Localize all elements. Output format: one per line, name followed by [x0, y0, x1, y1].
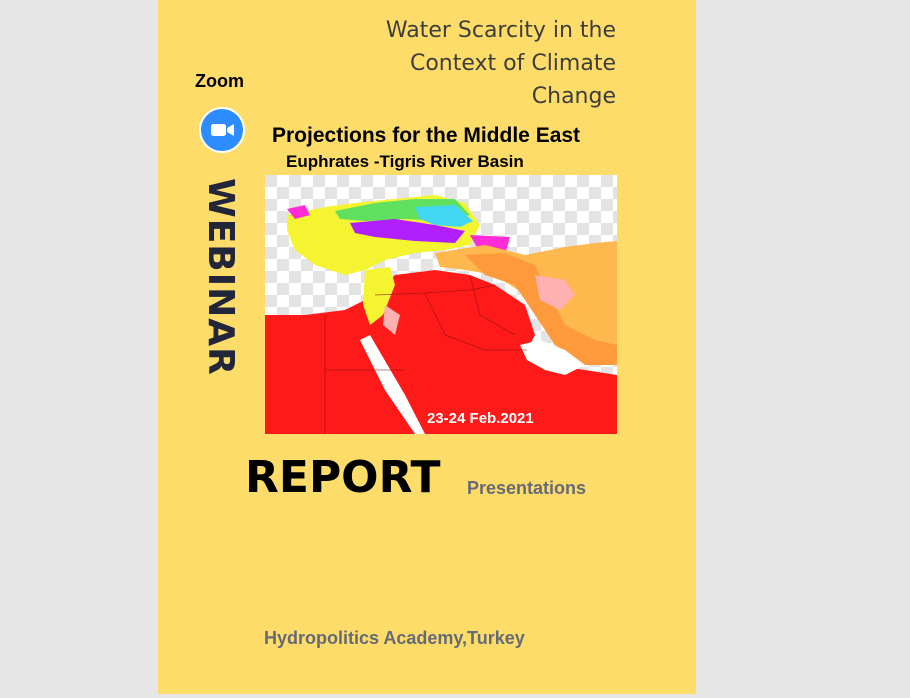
map-title: Projections for the Middle East	[272, 124, 581, 147]
video-camera-icon	[201, 109, 243, 151]
webinar-vertical-label	[200, 178, 243, 428]
title-line-1: Water Scarcity in the	[385, 18, 616, 43]
zoom-logo	[199, 107, 245, 153]
map-subtitle: Euphrates -Tigris River Basin	[286, 152, 524, 171]
report-cover	[158, 0, 696, 694]
zoom-label: Zoom	[195, 71, 244, 91]
presentations-label: Presentations	[467, 478, 587, 498]
report-heading: REPORT	[245, 452, 441, 503]
title-line-2: Context of Climate	[409, 51, 616, 76]
report-title	[386, 14, 616, 113]
webinar-date: 23-24 Feb.2021	[427, 410, 534, 427]
webinar-text: WEBINAR	[200, 178, 241, 376]
publisher-footer: Hydropolitics Academy,Turkey	[264, 628, 525, 648]
climate-projection-map	[265, 175, 617, 434]
title-line-3: Change	[531, 84, 616, 109]
